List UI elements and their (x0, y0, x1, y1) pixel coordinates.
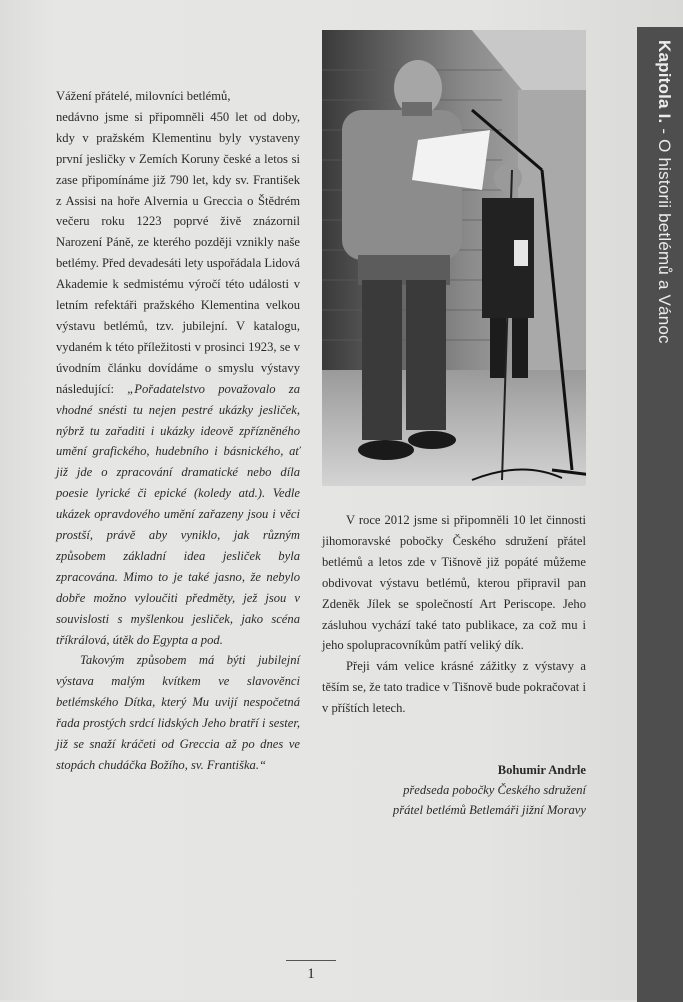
speaker-photo-graphic (322, 30, 586, 486)
page-number: 1 (307, 966, 315, 982)
chapter-number: Kapitola I. (655, 40, 674, 124)
intro-text: nedávno jsme si připomněli 450 let od doby, kdy v pražském Klementinu byly vystaveny první jesličky v Zemích Koruny české a letos si zase připomínáme již 790 let, kdy sv. František z Assisi na hoře Alvernia u Greccia o Štědrém večeru roku 1223 poprvé živě znázornil Narození Páně, ze kterého později vznikly naše betlémy. Před devadesáti lety uspořádala Lidová Akademie k sedmistému výročí této události v letním refektáři pražského Klementina velkou výstavu betlémů, tzv. jubilejní. V katalogu, vydaném k této příležitosti v prosinci 1923, se v úvodním článku dovídáme o smyslu výstavy následující: (56, 109, 300, 396)
left-text-column (56, 86, 300, 776)
intro-paragraph (56, 107, 300, 651)
chapter-title (646, 40, 674, 440)
right-text-column (322, 510, 586, 719)
wishes-paragraph: Přeji vám velice krásné zážitky z výstavy a těším se, že tato tradice v Tišnově bude pokračovat i v příštích letech. (322, 659, 586, 716)
signature-role-line1: předseda pobočky Českého sdružení (403, 783, 586, 797)
footer-rule (286, 960, 336, 961)
anniversary-paragraph: V roce 2012 jsme si připomněli 10 let činnosti jihomoravské pobočky Českého sdružení přátel betlémů a letos zde v Tišnově již popáté můžeme obdivovat výstavu betlémů, kterou připravil pan Zdeněk Jílek se společností Art Periscope. Jeho zásluhou vychází také tato publikace, za což mu i jeho spolupracovníkům patří veliký dík. (322, 513, 586, 653)
salutation: Vážení přátelé, milovníci betlémů, (56, 89, 231, 103)
catalog-quote: „Pořadatelstvo považovalo za vhodné snésti tu nejen pestré ukázky jesliček, nýbrž tu zařaditi i ukázky ideově zpřízněného umění grafického, hudebního i básnického, ať již jde o zpracování dramatické nebo díla poesie lyrické či epické (koledy atd.). Vedle ukázek opravdového umění zařazeny jsou i věci prostší, právě aby vyniklo, jak různým způsobem základní idea jesliček byla zpracována. Mimo to je také jasno, že nebylo dobře možno vyloučiti předměty, jež jsou v souvislosti s myšlenkou jesliček, jako scéna tříkrálová, útěk do Egypta a pod. (56, 381, 300, 647)
quote-continuation: Takovým způsobem má býti jubilejní výstava malým kvítkem ve slavověnci betlémského Dítka, který Mu uvijí nespočetná řada prostých srdcí lidských Jeho bratří i sester, již se snaží kráčeti od Greccia až po dnes ve stopách chudáčka Božího, sv. Františka.“ (56, 653, 300, 772)
speaker-photo (322, 30, 586, 486)
chapter-name: - O historii betlémů a Vánoc (655, 123, 674, 344)
signature-name: Bohumir Andrle (497, 763, 586, 777)
signature-role-line2: přátel betlémů Betlemáři jižní Moravy (392, 803, 586, 817)
signature-block (322, 760, 586, 820)
